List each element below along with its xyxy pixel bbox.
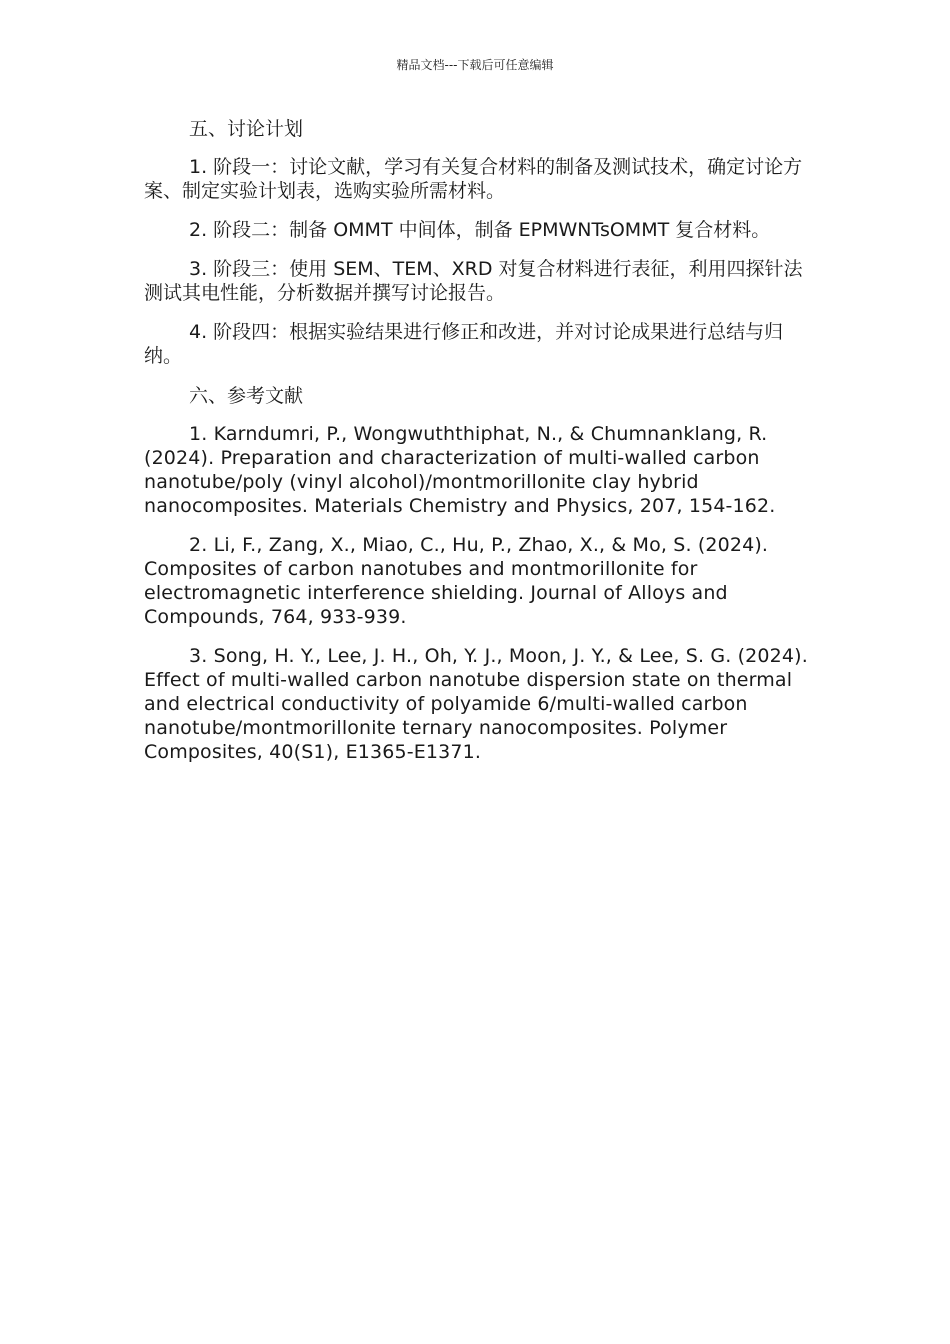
plan-item-3: 3. 阶段三：使用 SEM、TEM、XRD 对复合材料进行表征，利用四探针法测试其电性能，分析数据并撰写讨论报告。 — [144, 258, 803, 304]
page-header: 精品文档---下载后可任意编辑 — [396, 58, 554, 72]
plan-item-2: 2. 阶段二：制备 OMMT 中间体，制备 EPMWNTsOMMT 复合材料。 — [189, 219, 771, 241]
plan-item-4: 4. 阶段四：根据实验结果进行修正和改进，并对讨论成果进行总结与归纳。 — [144, 321, 784, 367]
section-heading-references: 六、参考文献 — [189, 385, 304, 407]
document-body — [144, 116, 808, 779]
reference-item-3: 3. Song, H. Y., Lee, J. H., Oh, Y. J., Moon, J. Y., & Lee, S. G. (2024). Effect of multi-walled carbon nanotube dispersion state on thermal and electrical conductivity of polyamide 6/multi-walled carbon nanotube/montmorillonite ternary nanocomposites. Polymer Composites, 40(S1), E1365-E1371. — [144, 645, 808, 763]
plan-item-1: 1. 阶段一：讨论文献，学习有关复合材料的制备及测试技术，确定讨论方案、制定实验计划表，选购实验所需材料。 — [144, 156, 803, 202]
reference-item-2: 2. Li, F., Zang, X., Miao, C., Hu, P., Zhao, X., & Mo, S. (2024). Composites of carbon nanotubes and montmorillonite for electromagnetic interference shielding. Journal of Alloys and Compounds, 764, 933-939. — [144, 534, 769, 628]
reference-item-1: 1. Karndumri, P., Wongwuththiphat, N., & Chumnanklang, R. (2024). Preparation and characterization of multi-walled carbon nanotube/poly (vinyl alcohol)/montmorillonite clay hybrid nanocomposites. Materials Chemistry and Physics, 207, 154-162. — [144, 423, 776, 517]
section-heading-discussion-plan: 五、讨论计划 — [189, 118, 304, 140]
